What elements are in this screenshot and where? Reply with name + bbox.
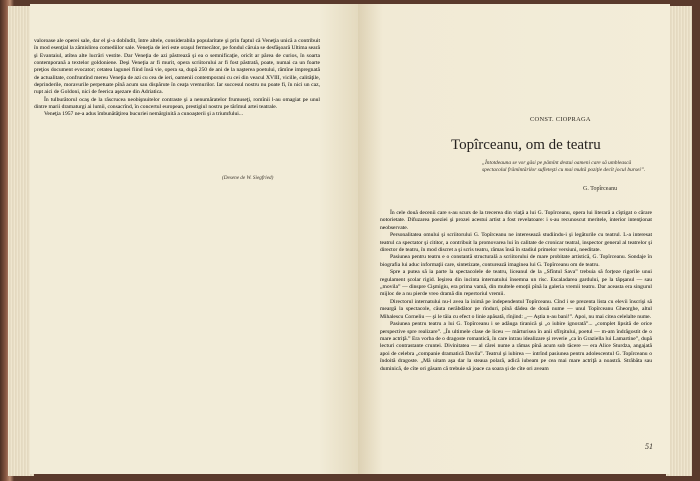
right-paragraph-6: Pasiunea pentru teatru a lui G. Topîrceanu i se adăuga tiranică şi „o iubire ignorată”... „complet lipsită de orice perspective spre realizare”. „În ultimele clase de liceu — mărturisea în anii sfîrşitului, poetul — m-am îndrăgostit de o mare actriţă.” Era vorba de o dragoste romantică, în care intrau idealizare şi reverie „ca în Graziella lui Lamartine”, după lecturi contrastante cruntei. Divinitatea — al cărei nume a rămas pînă acum sub tăcere — era Alice Sturdza, angajată apoi de celebra „companie dramatică Davila”. Teatrul şi iubirea — intrînd pasiunea pentru adolescentul G. Topîrceanu o îndoită dragoste. „Mă uitam aşa dar la steaua polară, adică iubeam pe cea mai mare actriţă a noastră. Străbăta sau duminică, de cîte ori găsam că trebuie să joace ca soara şi de cîte ori aveam	[380, 321, 652, 372]
right-paragraph-2: Personalitatea omului şi scriitorului G. Topîrceanu ne interesează studiindu-i şi legăturile cu teatrul. L-a interesat teatrul ca spectator şi cititor, a contribuit la promovarea lui în calitate de cronicar teatral, inspector general al teatrelor şi director de teatru, în mod discret a şi scris teatru, rămas însă în stadiul primelor versiuni, needitate.	[380, 232, 652, 254]
article-title: Topîrceanu, om de teatru	[451, 137, 601, 153]
left-page-text	[34, 38, 320, 119]
article-author: CONST. CIOPRAGA	[530, 116, 591, 123]
left-paragraph-2: În tulburătorul ocaş de la răscrucea neobişnuitelor contraste şi a nenumăratelor frumuseţi, romînii l-au omagiat pe unul dintre marii dramaturgi ai lumii, consacrînd, în concertul european, prestigiul nostru pe tărîmul artei teatrale.	[34, 96, 320, 111]
left-paragraph-3: Veneţia 1957 ne-a adus îmbunătăţirea bucuriei nemărginită a cunoaşterii şi a triumfului...	[44, 111, 244, 118]
right-page-text	[380, 210, 652, 373]
epigraph: „Întotdeauna se vor găsi pe pămînt destui oameni care să umblească spectacolul frămîntărilor sufleteşti cu mai multă poziţie decît jocul bursei”.	[482, 160, 646, 173]
left-paragraph-1: valoroase ale operei sale, dar el şi-a dobîndit, între altele, considerabila popularitate şi prin faptul că Veneţia unică a contribuit în mod esenţial la zămislirea comediilor sale. Veneţia de ieri este oraşul fermecător, pe fondul căruia se desfăşoară Ultima seară şi Evantaiul, atîtea alte lucrări vestite. Dar Veneţia de azi păstrează şi ea o semnificaţie, oricît ar părea de curios, în soarta contemporană a textelor goldoniene. Deşi Veneţia ar fi murit, opera scriitorului ar fi fost păstrată, poate, numai ca un foarte preţios document evocator; cetatea lagunei fiind însă vie, opera sa, după 250 de ani de la naşterea poetului, rămîne impregnată de actualitate, confruntînd mereu Veneţia de azi cu cea de ieri, oamenii contemporani cu cei din veacul XVIII, vicille, calităţile, deprinderile, moravurile perpetuate pînă acum sau dispărute în ceaţa vremurilor. Iar succesul nostru nu poate fi, în nici un caz, rupt aici de Goldoni, nici de feerica aşezare din Adriatica.	[34, 38, 320, 96]
epigraph-author: G. Topîrceanu	[583, 186, 618, 192]
page-number: 51	[645, 442, 653, 451]
right-paragraph-4: Spre a putea să ia parte la spectacolele de teatru, liceanul de la „Sfîntul Sava” trebuia să forţeze rigorile unui regulament şcolar rigid. Ieşirea din incinta internatului însemna un risc. Escaladarea gardului, pe la tăpşanul — sau „movila” — dinspre Cişmigiu, era prima vamă, din multele emoţii pînă la galeria vremii teatru. Dar aceasta era singurul mijloc de a nu pierde vreo dramă din repertoriul vremii.	[380, 269, 652, 298]
illustration-credit: (Desene de W. Siegfried)	[222, 175, 274, 181]
right-paragraph-3: Pasiunea pentru teatru e o constantă structurală a scriitorului de mare probitate artistică, G. Topîrceanu. Sondaje în biografia lui aduc informaţii care, sintetizate, conturează imaginea lui G. Topîrceanu om de teatru.	[380, 254, 652, 268]
right-paragraph-1: În cele două decenii care s-au scurs de la trecerea din viaţă a lui G. Topîrceanu, opera lui literară a cîştigat o cărare notorietate. Difuzarea poeziei şi prozei acestui artist a fost revelatoare: i s-au recunoscut meritele, interior intenţionat neobservate.	[380, 210, 652, 231]
right-paragraph-5: Directorul internatului nu-l avea la inimă pe independentul Topîrceanu. Cînd i se prezenta lista cu elevii înscrişi să meargă la spectacole, căuta nerăbdător pe rînduri, pînă dădea de două nume — unul Topîrceanu Gheorghe, altul Mihalescu Corneliu — şi le tăia cu efect o linie apăsată, rînjind: „— Aştia n-au bani!”. Apoi, nu mai citea celelalte nume.	[380, 298, 652, 320]
